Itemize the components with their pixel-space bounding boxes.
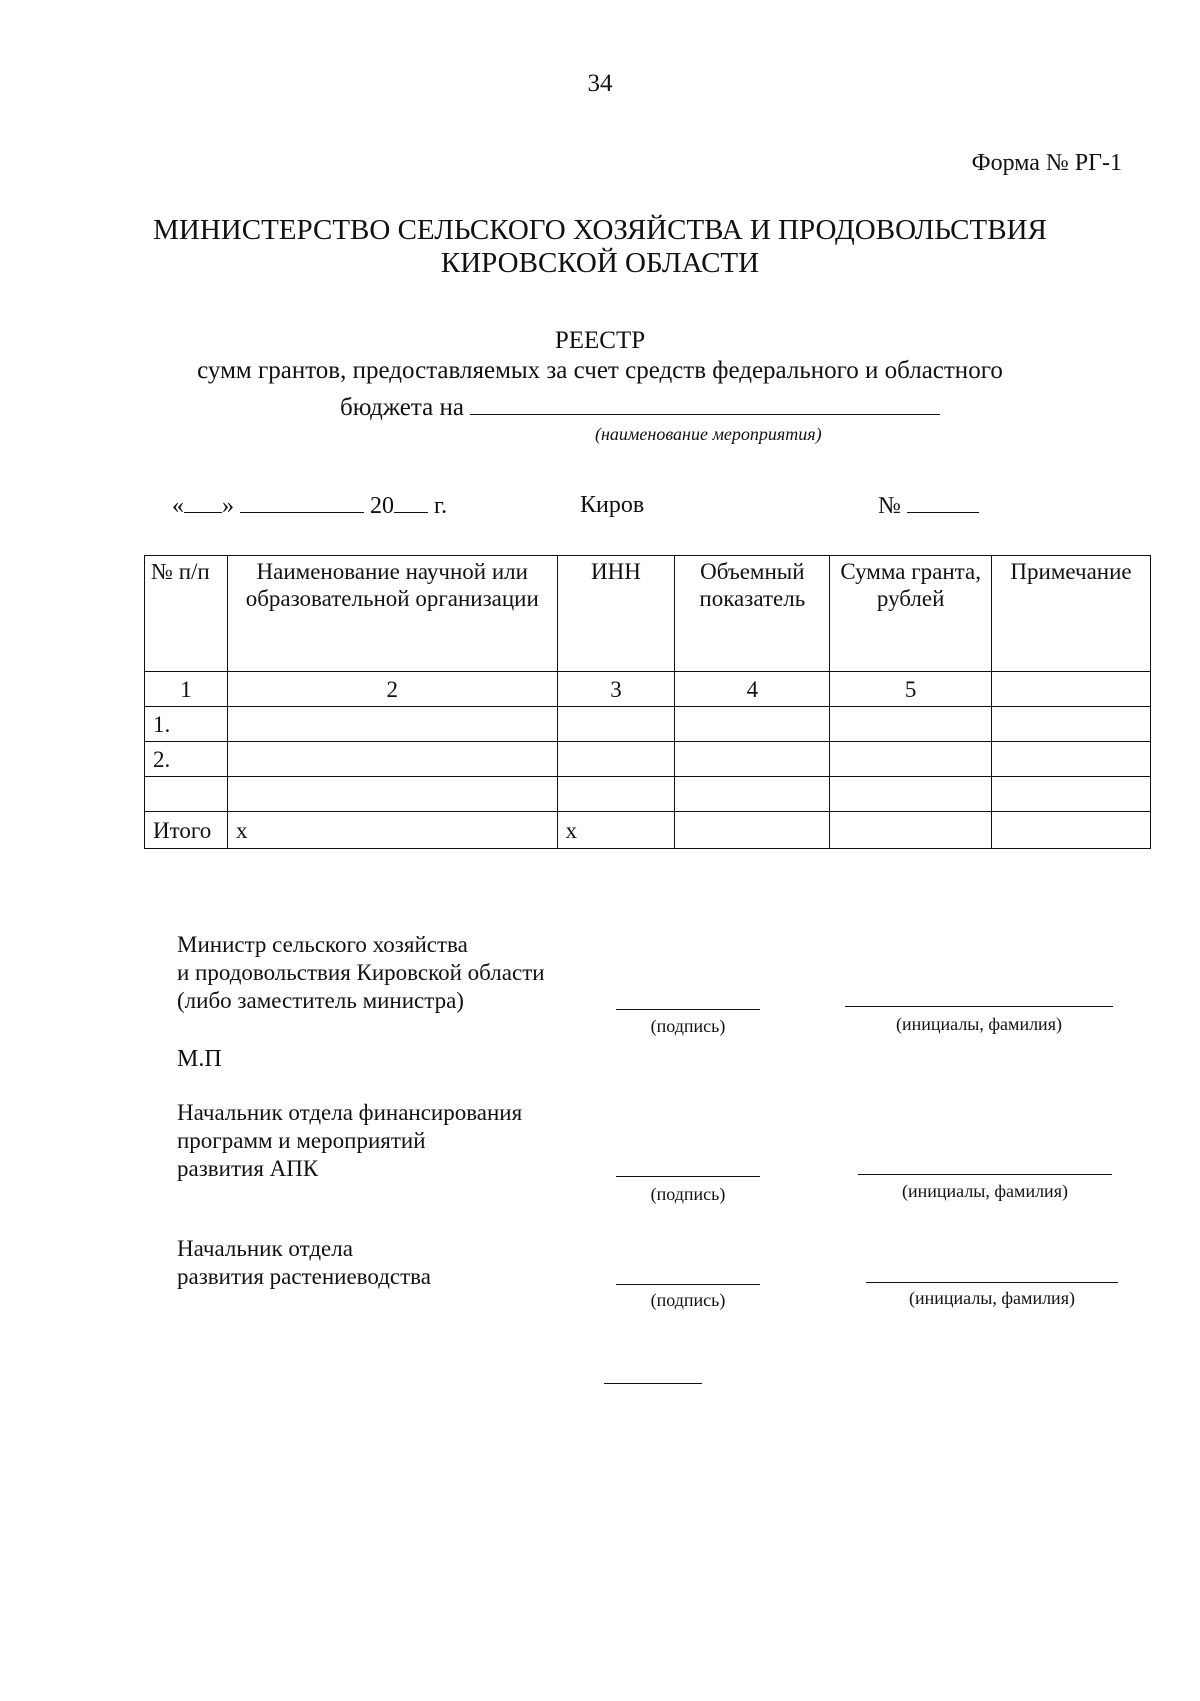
total-label: Итого: [145, 812, 228, 849]
event-name-field[interactable]: [470, 392, 940, 415]
table-row: [145, 777, 1151, 812]
total-cell[interactable]: [830, 812, 992, 849]
city: Киров: [580, 492, 645, 518]
total-cell: x: [227, 812, 557, 849]
event-caption: (наименование мероприятия): [595, 424, 822, 444]
end-rule: [604, 1383, 702, 1384]
column-number: 2: [227, 672, 557, 707]
table-header-row: [145, 556, 1151, 672]
table-cell[interactable]: [557, 777, 675, 812]
total-row: [145, 812, 1151, 849]
total-cell[interactable]: [675, 812, 830, 849]
total-cell[interactable]: [992, 812, 1151, 849]
budget-line: [340, 392, 940, 422]
ministry-heading: [0, 214, 1200, 280]
table-cell[interactable]: [830, 777, 992, 812]
table-cell[interactable]: [992, 742, 1151, 777]
quote-open: «: [172, 493, 184, 519]
budget-prefix: бюджета на: [340, 394, 464, 421]
table-cell: [145, 777, 228, 812]
column-number: 1: [145, 672, 228, 707]
header-organization: Наименование научной или образовательной организации: [227, 556, 557, 672]
table-cell[interactable]: [992, 777, 1151, 812]
signature-caption: (подпись): [650, 1016, 726, 1036]
header-number: № п/п: [145, 556, 228, 672]
signature-caption: (подпись): [650, 1184, 726, 1204]
registry-table: [144, 555, 1151, 849]
day-field[interactable]: [184, 492, 222, 513]
table-cell[interactable]: [675, 742, 830, 777]
year-suffix: г.: [434, 493, 448, 519]
document-number: [878, 492, 979, 520]
signatory-finance-head: Начальник отдела финансирования программ и мероприятий развития АПК: [177, 1100, 523, 1181]
name-caption: (инициалы, фамилия): [896, 1014, 1062, 1034]
column-number: [992, 672, 1151, 707]
name-line[interactable]: [858, 1174, 1112, 1175]
total-cell: x: [557, 812, 675, 849]
name-line[interactable]: [845, 1006, 1113, 1007]
table-cell[interactable]: [830, 742, 992, 777]
table-cell: 2.: [145, 742, 228, 777]
signatory-minister: Министр сельского хозяйства и продовольствия Кировской области (либо заместитель министра): [177, 932, 545, 1013]
table-row: [145, 707, 1151, 742]
signature-line[interactable]: [616, 1009, 760, 1010]
table-cell[interactable]: [675, 777, 830, 812]
table-cell[interactable]: [227, 777, 557, 812]
table-cell[interactable]: [675, 707, 830, 742]
name-caption: (инициалы, фамилия): [902, 1181, 1068, 1201]
table-cell[interactable]: [830, 707, 992, 742]
table-row: [145, 742, 1151, 777]
column-number: 4: [675, 672, 830, 707]
document-number-field[interactable]: [907, 492, 979, 513]
table-cell[interactable]: [227, 707, 557, 742]
table-cell[interactable]: [557, 742, 675, 777]
registry-title: РЕЕСТР: [554, 327, 646, 354]
year-prefix: 20: [370, 493, 394, 519]
date-line: [172, 492, 447, 520]
signatory-crop-head: Начальник отдела развития растениеводства: [177, 1236, 431, 1289]
signature-line[interactable]: [616, 1284, 760, 1285]
column-number: 3: [557, 672, 675, 707]
stamp-place: М.П: [177, 1046, 222, 1072]
month-field[interactable]: [240, 492, 364, 513]
table-cell[interactable]: [557, 707, 675, 742]
ministry-line-1: МИНИСТЕРСТВО СЕЛЬСКОГО ХОЗЯЙСТВА И ПРОДОВОЛЬСТВИЯ: [153, 214, 1047, 246]
name-line[interactable]: [866, 1282, 1118, 1283]
page-number: 34: [587, 70, 613, 97]
table-cell: 1.: [145, 707, 228, 742]
ministry-line-2: КИРОВСКОЙ ОБЛАСТИ: [440, 247, 760, 279]
quote-close: »: [222, 493, 234, 519]
table-cell[interactable]: [992, 707, 1151, 742]
column-number-row: [145, 672, 1151, 707]
table-cell[interactable]: [227, 742, 557, 777]
number-sign: №: [878, 493, 901, 519]
signature-line[interactable]: [616, 1176, 760, 1177]
form-number: Форма № РГ-1: [971, 150, 1122, 176]
header-grant-sum: Сумма гранта, рублей: [830, 556, 992, 672]
signature-caption: (подпись): [650, 1290, 726, 1310]
name-caption: (инициалы, фамилия): [909, 1288, 1075, 1308]
header-volume: Объемный показатель: [675, 556, 830, 672]
year-field[interactable]: [394, 492, 428, 513]
header-inn: ИНН: [557, 556, 675, 672]
registry-subtitle: сумм грантов, предоставляемых за счет средств федерального и областного: [197, 357, 1003, 384]
header-note: Примечание: [992, 556, 1151, 672]
column-number: 5: [830, 672, 992, 707]
